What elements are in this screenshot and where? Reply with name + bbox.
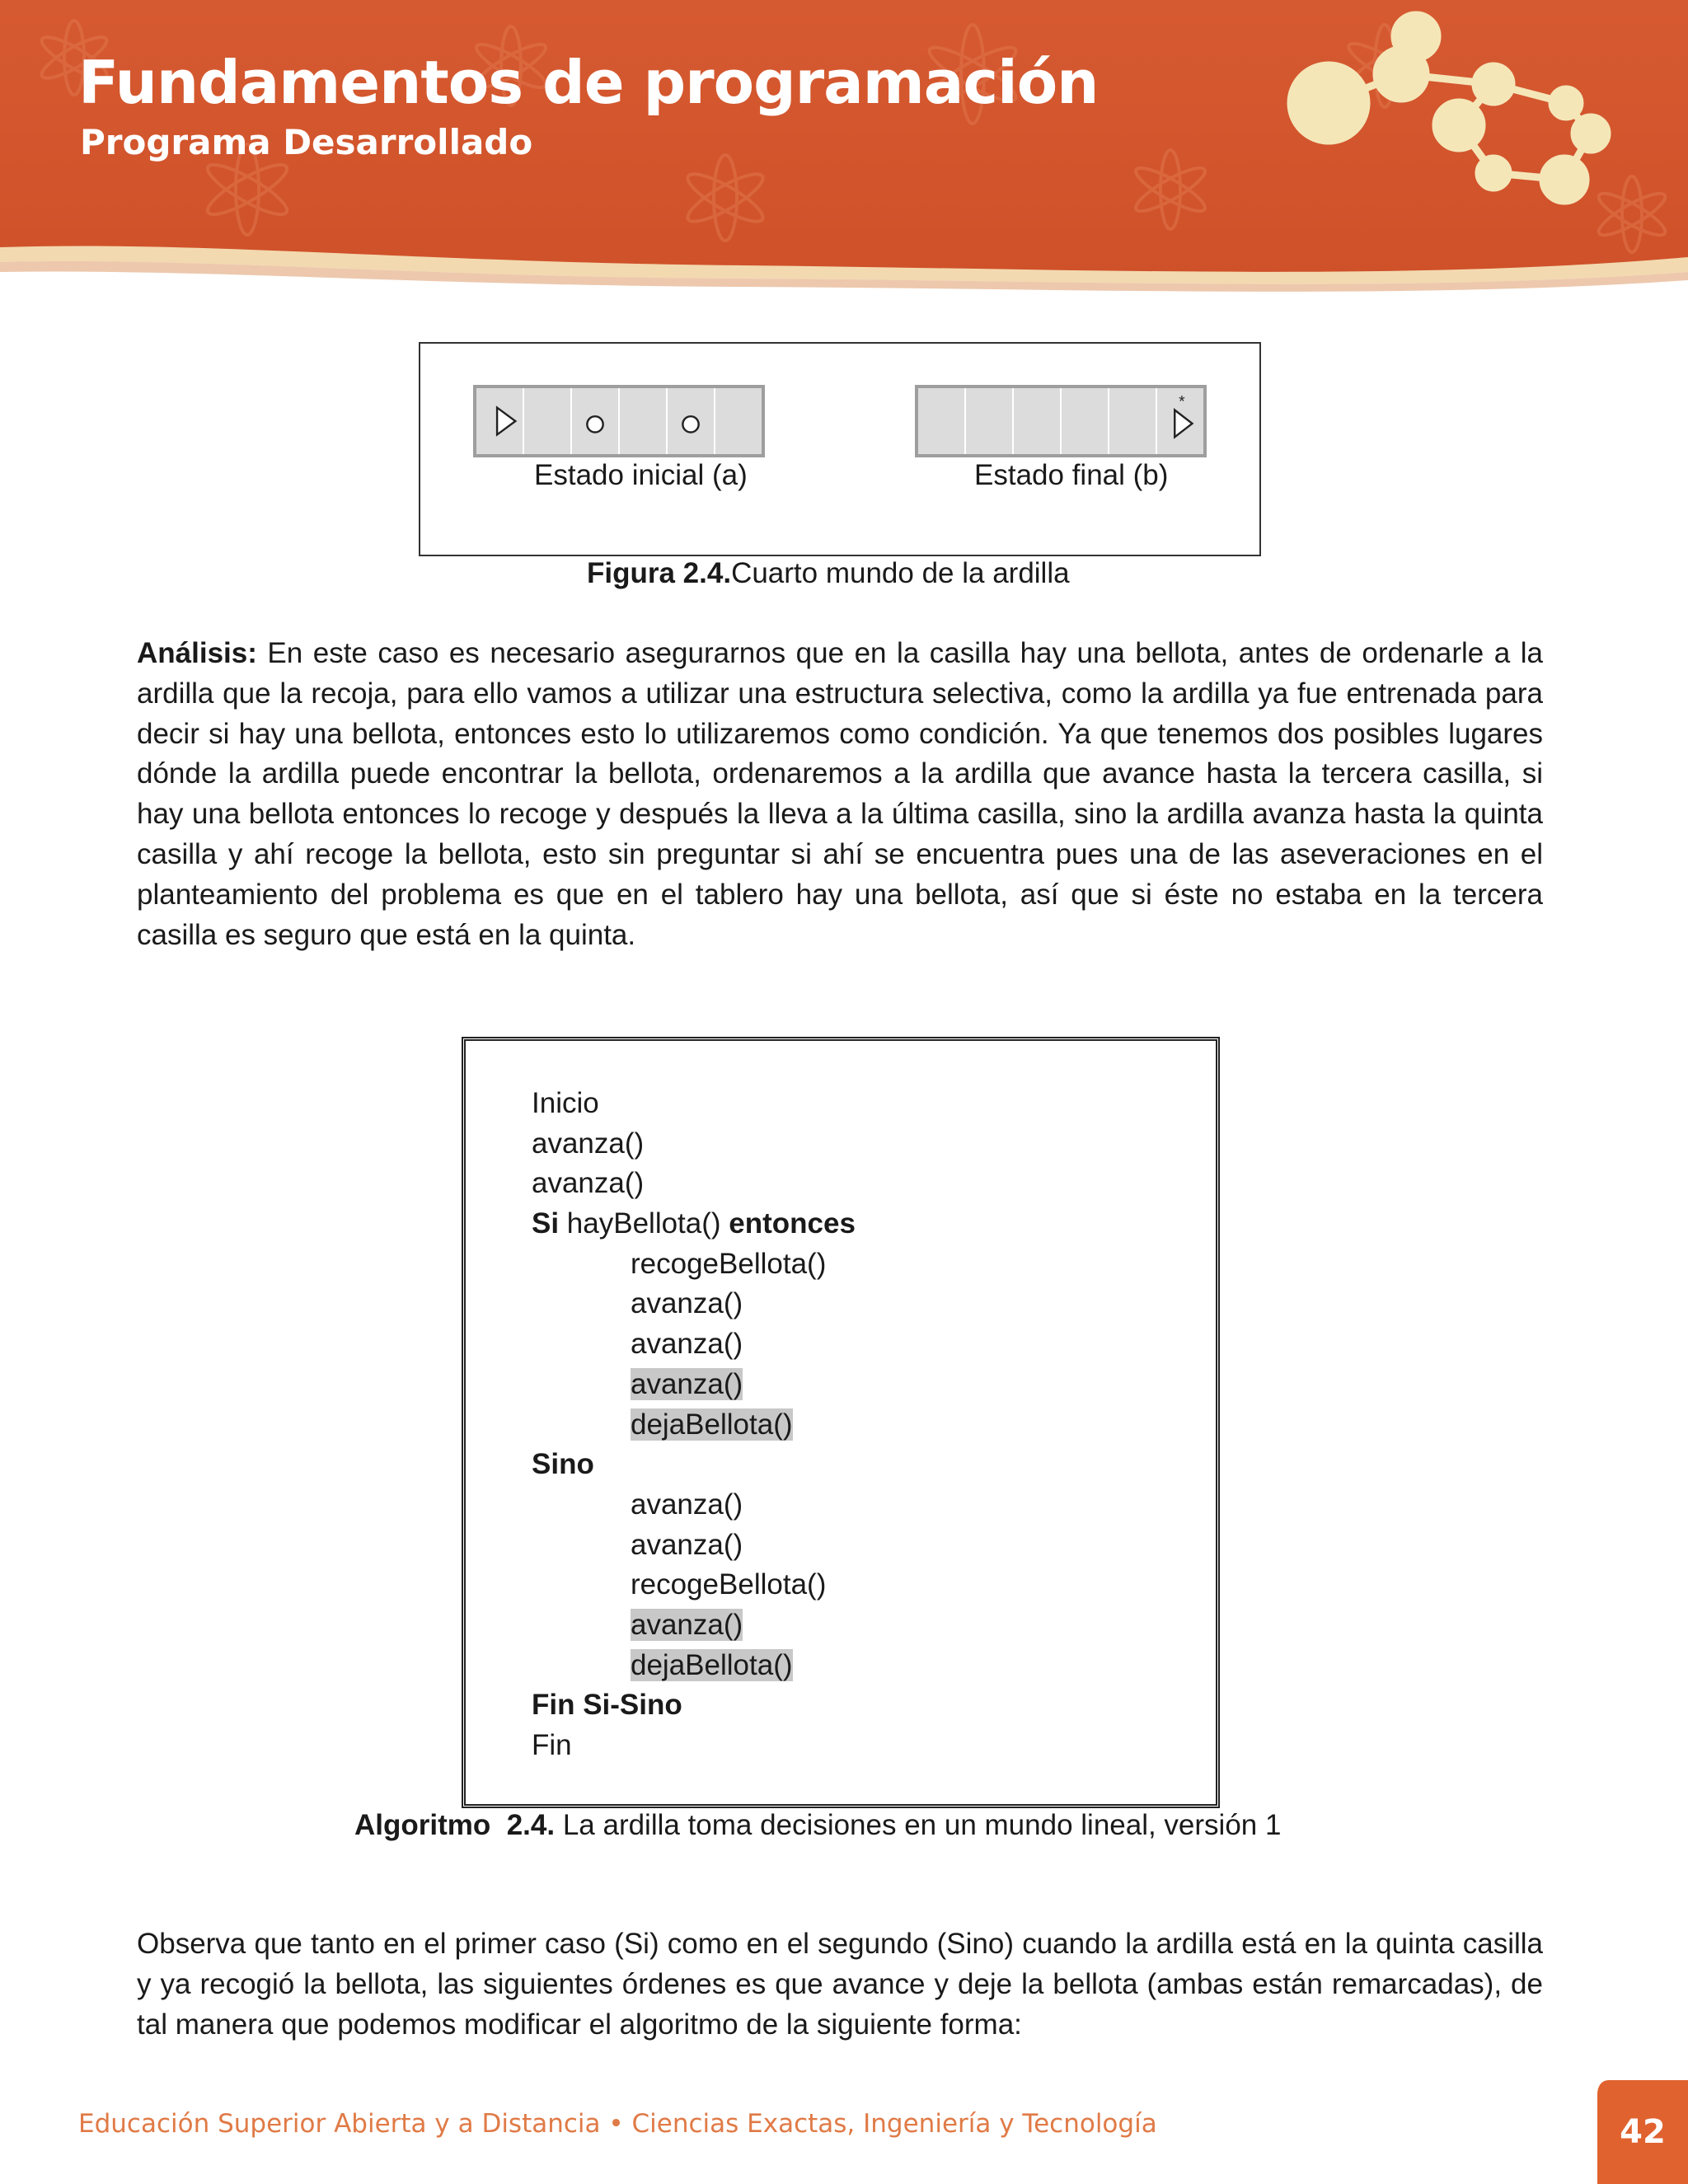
final-state-label: Estado final (b) — [974, 459, 1169, 491]
initial-board — [473, 385, 765, 457]
code-line: recogeBellota() — [631, 1247, 827, 1280]
code-line-highlighted — [532, 1646, 856, 1686]
code-line: recogeBellota() — [631, 1568, 827, 1601]
highlighted-code: avanza() — [631, 1367, 743, 1400]
board-cell — [1062, 388, 1109, 454]
analysis-label: Análisis: — [137, 637, 257, 669]
algorithm-caption — [354, 1809, 1281, 1842]
acorn-icon — [572, 388, 618, 454]
algorithm-caption-text: La ardilla toma decisiones en un mundo lineal, versión 1 — [555, 1809, 1282, 1841]
code-line-highlighted — [532, 1405, 856, 1446]
initial-state-label: Estado inicial (a) — [534, 459, 748, 491]
highlighted-code: dejaBellota() — [631, 1408, 793, 1441]
condition-text: hayBellota() — [559, 1207, 729, 1240]
board-cell — [620, 388, 668, 454]
board-cell — [715, 388, 762, 454]
code-line — [532, 1445, 856, 1485]
code-line — [532, 1204, 856, 1244]
algorithm-caption-label: Algoritmo 2.4. — [354, 1809, 556, 1841]
code-line: avanza() — [532, 1127, 645, 1160]
board-cell — [668, 388, 715, 454]
highlighted-code: avanza() — [631, 1608, 743, 1641]
keyword-si: Si — [532, 1207, 560, 1240]
figure-2-4 — [419, 342, 1261, 556]
keyword-entonces: entonces — [729, 1207, 856, 1240]
algorithm-code — [532, 1084, 856, 1766]
figure-caption-text: Cuarto mundo de la ardilla — [731, 557, 1070, 589]
page-number: 42 — [1620, 2113, 1666, 2151]
keyword-sino: Sino — [532, 1448, 594, 1481]
board-cell — [524, 388, 572, 454]
final-board — [915, 385, 1207, 457]
page-subtitle: Programa Desarrollado — [80, 122, 533, 162]
code-line: avanza() — [532, 1167, 645, 1200]
code-line: avanza() — [631, 1488, 743, 1521]
code-line — [532, 1685, 856, 1726]
code-line: avanza() — [631, 1528, 743, 1561]
analysis-paragraph — [137, 634, 1543, 955]
algorithm-box — [462, 1037, 1220, 1808]
keyword-fin-si-sino: Fin Si-Sino — [532, 1689, 682, 1722]
board-cell — [1109, 388, 1157, 454]
figure-caption-label: Figura 2.4. — [587, 557, 732, 589]
figure-caption — [587, 557, 1070, 590]
board-cell — [1014, 388, 1062, 454]
board-cell — [572, 388, 620, 454]
code-line: Fin — [532, 1729, 572, 1761]
squirrel-with-acorn-icon — [1157, 388, 1203, 454]
code-line-highlighted — [532, 1605, 856, 1646]
page-title: Fundamentos de programación — [78, 48, 1099, 117]
code-line: avanza() — [631, 1328, 743, 1361]
code-line-highlighted — [532, 1365, 856, 1405]
board-cell — [1157, 388, 1203, 454]
code-line: avanza() — [631, 1287, 743, 1320]
squirrel-icon — [476, 388, 523, 454]
code-line: Inicio — [532, 1087, 599, 1119]
acorn-icon — [668, 388, 714, 454]
board-cell — [966, 388, 1014, 454]
page-header — [0, 0, 1688, 297]
board-cell — [918, 388, 966, 454]
acorn-marker: * — [1179, 393, 1185, 411]
observe-paragraph: Observa que tanto en el primer caso (Si) como en el segundo (Sino) cuando la ardilla está en la quinta casilla y ya recogió la bellota, las siguientes órdenes es que avance y deje la bellota (ambas están remarcadas), de tal manera que podemos modificar el algoritmo de la siguiente forma: — [137, 1928, 1543, 2041]
highlighted-code: dejaBellota() — [631, 1648, 793, 1681]
footer-text: Educación Superior Abierta y a Distancia • Ciencias Exactas, Ingeniería y Tecnología — [78, 2109, 1157, 2139]
board-cell — [476, 388, 524, 454]
analysis-text: En este caso es necesario asegurarnos que en la casilla hay una bellota, antes de ordenarle a la ardilla que la recoja, para ello vamos a utilizar una estructura selectiva, como la ardilla ya fue entrenada para decir si hay una bellota, entonces esto lo utilizaremos como condición. Ya que tenemos dos posibles lugares dónde la ardilla puede encontrar la bellota, ordenaremos a la ardilla que avance hasta la tercera casilla, si hay una bellota entonces lo recoge y después la lleva a la última casilla, sino la ardilla avanza hasta la quinta casilla y ahí recoge la bellota, esto sin preguntar si ahí se encuentra pues una de las aseveraciones en el planteamiento del problema es que en el tablero hay una bellota, así que si éste no estaba en la tercera casilla es seguro que está en la quinta. — [137, 637, 1543, 951]
